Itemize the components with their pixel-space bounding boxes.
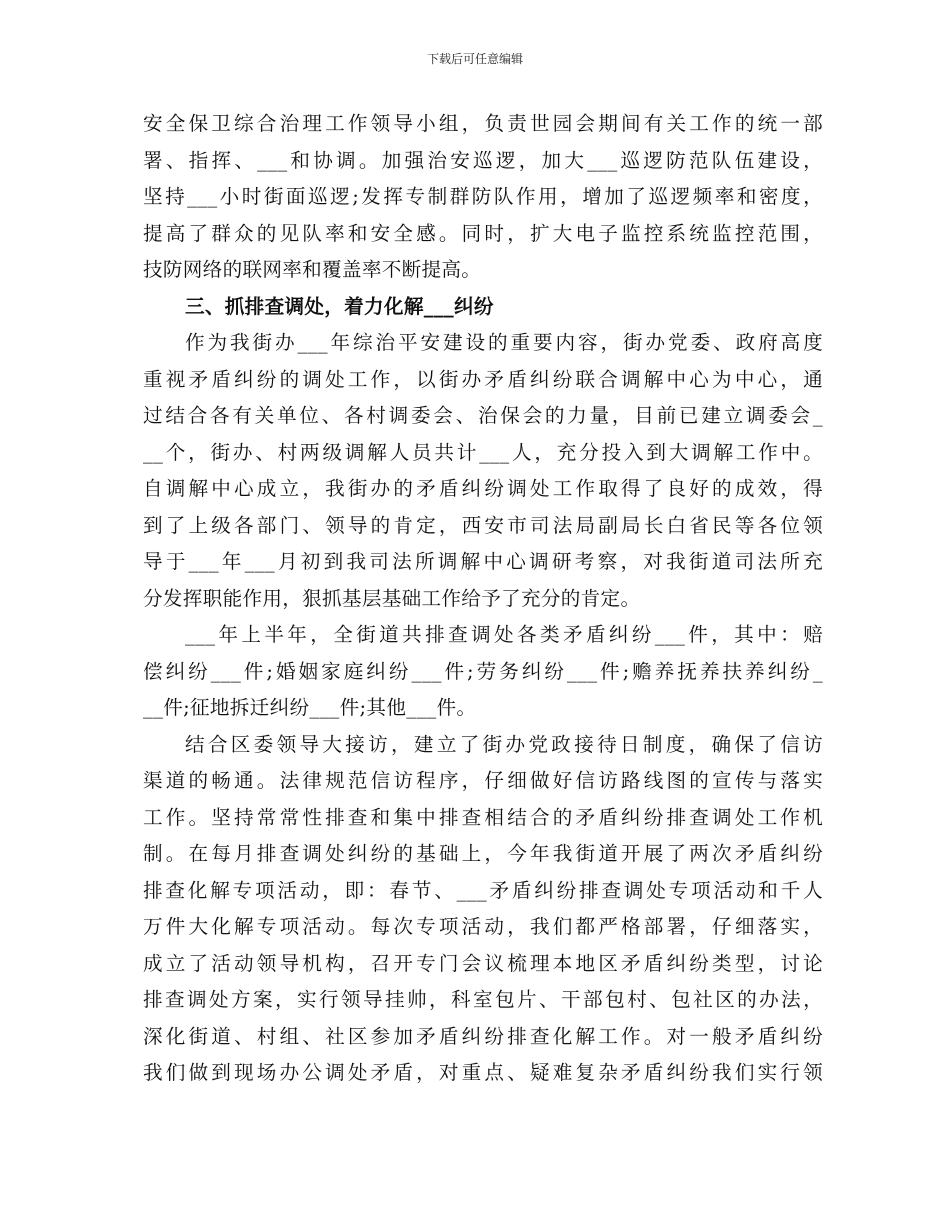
paragraph-line: 渠道的畅通。法律规范信访程序，仔细做好信访路线图的宣传与落实 xyxy=(143,769,823,792)
paragraph-line: 排查化解专项活动，即：春节、___矛盾纠纷排查调处专项活动和千人 xyxy=(143,878,823,902)
paragraph-line: 导于___年___月初到我司法所调解中心调研考察，对我街道司法所充 xyxy=(143,550,823,573)
section-heading: 三、抓排查调处，着力化解___纠纷 xyxy=(185,294,494,318)
paragraph-line: 分发挥职能作用，狠抓基层基础工作给予了充分的肯定。 xyxy=(143,586,641,610)
paragraph-line: ___年上半年，全街道共排查调处各类矛盾纠纷___件，其中：赔 xyxy=(185,623,823,646)
paragraph-line: 深化街道、村组、社区参加矛盾纠纷排查化解工作。对一般矛盾纠纷 xyxy=(143,1024,823,1048)
paragraph-line: 到了上级各部门、领导的肯定，西安市司法局副局长白省民等各位领 xyxy=(143,513,823,537)
paragraph-line: 偿纠纷___件;婚姻家庭纠纷___件;劳务纠纷___件;赡养抚养扶养纠纷_ xyxy=(143,659,823,683)
paragraph-line: 安全保卫综合治理工作领导小组，负责世园会期间有关工作的统一部 xyxy=(143,112,823,135)
paragraph-line: __件;征地拆迁纠纷___件;其他___件。 xyxy=(143,696,477,719)
paragraph-line: 我们做到现场办公调处矛盾，对重点、疑难复杂矛盾纠纷我们实行领 xyxy=(143,1061,823,1084)
paragraph-line: 成立了活动领导机构，召开专门会议梳理本地区矛盾纠纷类型，讨论 xyxy=(143,951,823,975)
paragraph-line: 作为我街办___年综治平安建设的重要内容，街办党委、政府高度 xyxy=(185,331,823,354)
paragraph-line: 自调解中心成立，我街办的矛盾纠纷调处工作取得了良好的成效，得 xyxy=(143,477,823,500)
paragraph-line: 提高了群众的见队率和安全感。同时，扩大电子监控系统监控范围， xyxy=(143,221,823,245)
paragraph-line: 技防网络的联网率和覆盖率不断提高。 xyxy=(143,258,482,281)
paragraph-line: 坚持___小时街面巡逻;发挥专制群防队作用，增加了巡逻频率和密度， xyxy=(143,185,823,208)
paragraph-line: 过结合各有关单位、各村调委会、治保会的力量，目前已建立调委会_ xyxy=(143,404,823,427)
paragraph-line: 署、指挥、___和协调。加强治安巡逻，加大___巡逻防范队伍建设， xyxy=(143,148,823,172)
paragraph-line: 万件大化解专项活动。每次专项活动，我们都严格部署，仔细落实， xyxy=(143,915,823,938)
paragraph-line: 重视矛盾纠纷的调处工作，以街办矛盾纠纷联合调解中心为中心，通 xyxy=(143,367,823,391)
paragraph-line: 排查调处方案，实行领导挂帅，科室包片、干部包村、包社区的办法， xyxy=(143,988,823,1011)
paragraph-line: __个，街办、村两级调解人员共计___人，充分投入到大调解工作中。 xyxy=(143,440,823,464)
paragraph-line: 结合区委领导大接访，建立了街办党政接待日制度，确保了信访 xyxy=(185,732,823,756)
document-body xyxy=(143,106,823,1092)
paragraph-line: 工作。坚持常常性排查和集中排查相结合的矛盾纠纷排查调处工作机 xyxy=(143,805,823,829)
paragraph-line: 制。在每月排查调处纠纷的基础上，今年我街道开展了两次矛盾纠纷 xyxy=(143,842,823,865)
page-header: 下载后可任意编辑 xyxy=(426,52,523,66)
